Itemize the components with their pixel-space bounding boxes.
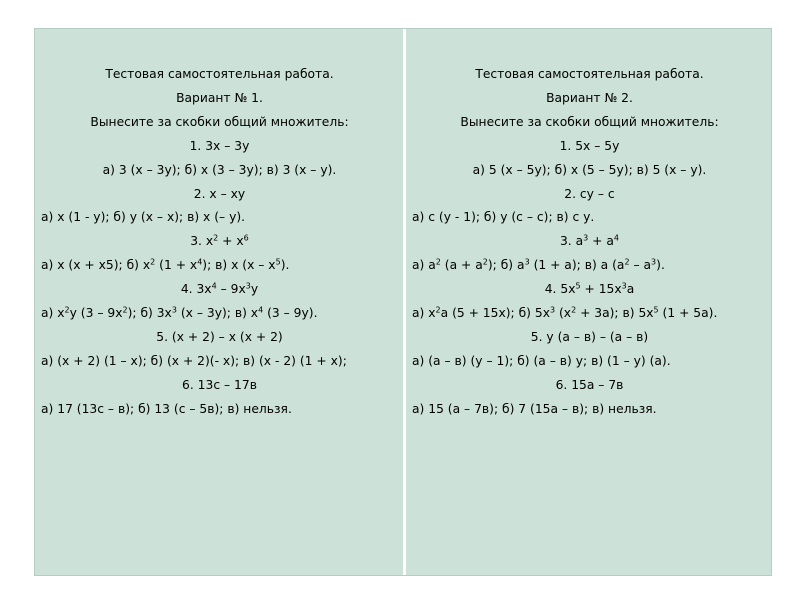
task-6-question: 6. 15а – 7в — [555, 377, 624, 392]
task-4-answers: а) $х^2а$ (5 + 15х); б) $5х^3$ $(х^2 + 3а)$; в) $5х^5$ (1 + 5а). — [412, 305, 718, 321]
task-3-question: 3. $х^2 + х^6$ — [190, 233, 249, 249]
task-6-answers: а) 17 (13с – в); б) 13 (с – 5в); в) нельзя. — [41, 401, 292, 416]
variant-2-instruction: Вынесите за скобки общий множитель: — [460, 114, 719, 129]
task-5-question: 5. у (а – в) – (а – в) — [530, 329, 649, 344]
variant-1-column — [35, 29, 404, 575]
task-3-answers: а) х (х + х5); б) $х^2$ $(1 + х^4)$; в) х $(х - х^5)$. — [41, 257, 290, 273]
task-4-answers: а) $х^2у$ $(3 - 9х^2)$; б) $3х^3$ (х – 3у); в) $х^4$ (3 – 9у). — [41, 305, 318, 321]
variant-1-title: Тестовая самостоятельная работа. — [105, 67, 334, 81]
task-1-question: 1. 3х – 3у — [189, 138, 250, 153]
variant-2-label: Вариант № 2. — [546, 90, 633, 105]
task-5-answers: а) (х + 2) (1 – х); б) (х + 2)(- х); в) (х - 2) (1 + х); — [41, 353, 347, 368]
task-6-question: 6. 13с – 17в — [182, 377, 257, 392]
task-5-question: 5. (х + 2) – х (х + 2) — [156, 329, 283, 344]
variant-1-instruction: Вынесите за скобки общий множитель: — [90, 114, 349, 129]
task-2-answers: а) х (1 - у); б) у (х – х); в) х (– у). — [41, 210, 246, 225]
task-5-answers: а) (а – в) (у – 1); б) (а – в) у; в) (1 – у) (а). — [412, 353, 671, 368]
task-6-answers: а) 15 (а – 7в); б) 7 (15а – в); в) нельзя. — [412, 401, 657, 416]
task-1-answers: а) 3 (х – 3у); б) х (3 – 3у); в) 3 (х – у). — [102, 162, 337, 177]
task-2-answers: а) с (у - 1); б) у (с – с); в) с у. — [412, 210, 595, 225]
slide-background — [34, 28, 772, 576]
variant-2-column — [406, 29, 773, 575]
task-2-question: 2. су – с — [564, 186, 615, 201]
task-1-question: 1. 5х – 5у — [559, 138, 620, 153]
task-4-question: 4. $5х^5 + 15х^3а$ — [544, 281, 635, 297]
variant-2-title: Тестовая самостоятельная работа. — [475, 67, 704, 81]
variant-1-label: Вариант № 1. — [176, 90, 263, 105]
task-3-question: 3. $а^3 + а^4$ — [559, 233, 620, 249]
task-2-question: 2. х – ху — [193, 186, 246, 201]
task-4-question: 4. $3х^4 - 9х^3у$ — [180, 281, 259, 297]
task-3-answers: а) $а^2$ $(а + а^2)$; б) $а^3$ (1 + а); в) а $(а^2 - а^3)$. — [412, 257, 665, 273]
task-1-answers: а) 5 (х – 5у); б) х (5 – 5у); в) 5 (х – у). — [472, 162, 707, 177]
